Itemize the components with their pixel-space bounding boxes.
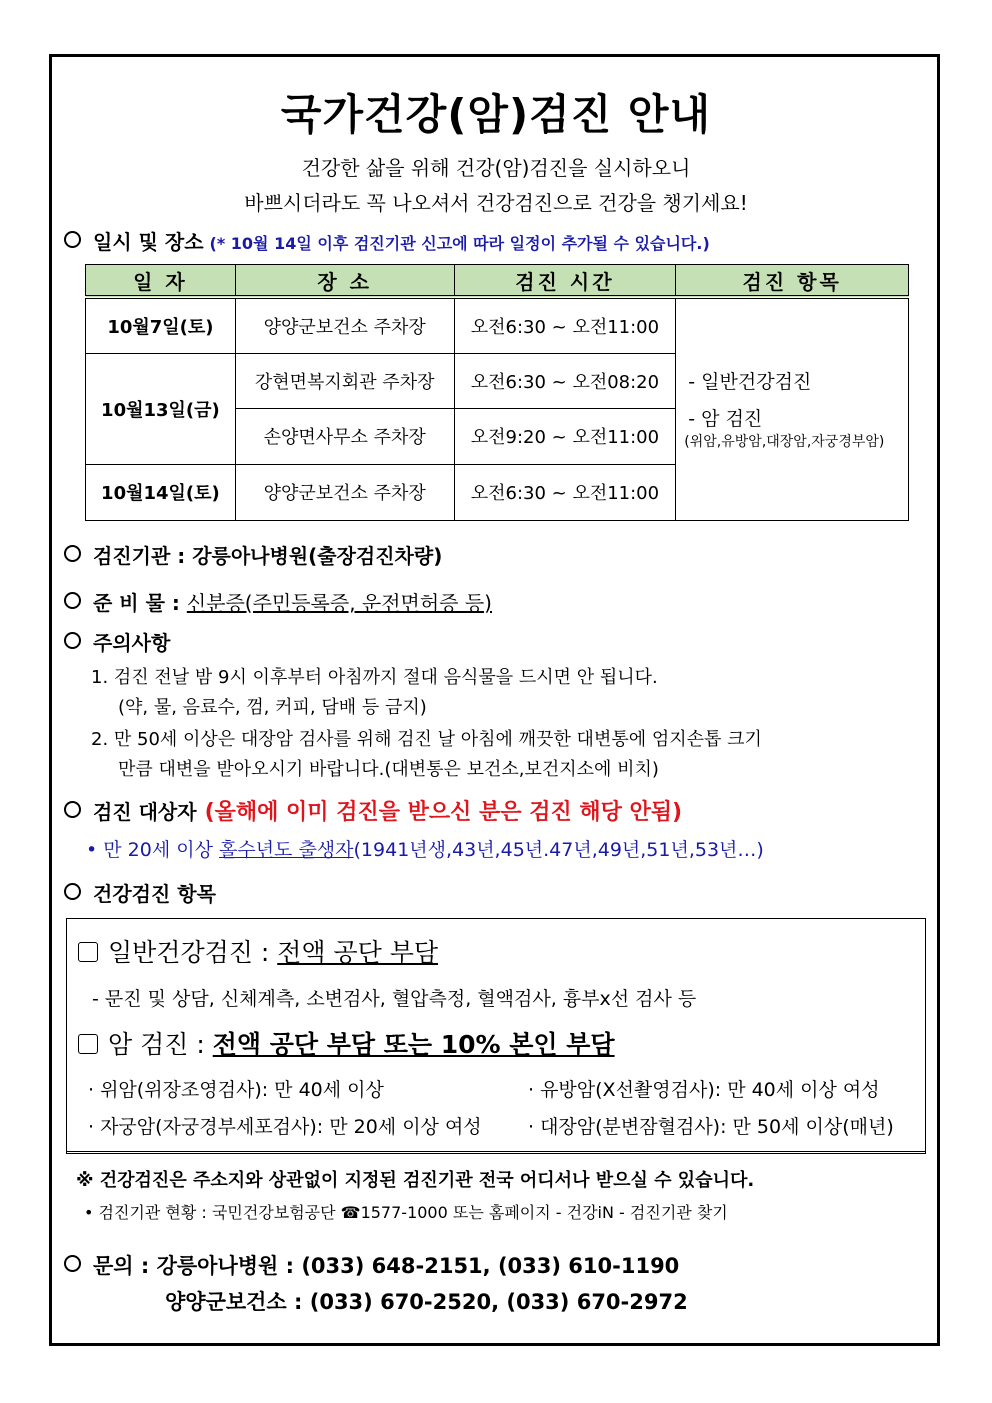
row-place: 양양군보건소 주차장 bbox=[235, 297, 454, 353]
row-date: 10월13일(금) bbox=[86, 353, 236, 464]
row-place: 손양면사무소 주차장 bbox=[235, 408, 454, 464]
target-heading bbox=[64, 795, 682, 826]
cancer-label: 암 검진 : bbox=[108, 1030, 213, 1059]
row-time: 오전6:30 ~ 오전08:20 bbox=[454, 353, 676, 408]
circle-bullet-icon bbox=[64, 1255, 81, 1272]
item-cancer: - 암 검진 bbox=[688, 408, 763, 431]
target-label: 검진 대상자 bbox=[93, 800, 197, 824]
cancer-item-cervical: · 자궁암(자궁경부세포검사): 만 20세 이상 여성 bbox=[88, 1116, 482, 1138]
item-general: - 일반건강검진 bbox=[688, 371, 812, 394]
circle-bullet-icon bbox=[64, 231, 81, 248]
cancer-item-colon: · 대장암(분변잠혈검사): 만 50세 이상(매년) bbox=[528, 1116, 894, 1138]
institution-value: 강릉아나병원(출장검진차량) bbox=[192, 544, 443, 568]
row-time: 오전9:20 ~ 오전11:00 bbox=[454, 408, 676, 464]
row-time: 오전6:30 ~ 오전11:00 bbox=[454, 297, 676, 353]
prep-label: 준 비 물 : bbox=[93, 591, 180, 615]
notice-sub: • 검진기관 현황 : 국민건강보험공단 ☎1577-1000 또는 홈페이지 - 건강iN - 검진기관 찾기 bbox=[84, 1203, 728, 1222]
schedule-table bbox=[85, 264, 909, 521]
prep-value: 신분증(주민등록증, 운전면허증 등) bbox=[186, 591, 492, 615]
row-place: 양양군보건소 주차장 bbox=[235, 464, 454, 520]
general-value: 전액 공단 부담 bbox=[277, 938, 439, 967]
row-time: 오전6:30 ~ 오전11:00 bbox=[454, 464, 676, 520]
schedule-note: (* 10월 14일 이후 검진기관 신고에 따라 일정이 추가될 수 있습니다.) bbox=[209, 234, 710, 253]
checkup-items-cell bbox=[676, 297, 909, 520]
cancer-heading bbox=[78, 1025, 615, 1061]
header-place: 장 소 bbox=[235, 265, 454, 298]
target-prefix: 만 20세 이상 bbox=[103, 839, 219, 861]
checkbox-square-icon bbox=[78, 942, 98, 962]
row-date: 10월7일(토) bbox=[86, 297, 236, 353]
target-suffix: (1941년생,43년,45년.47년,49년,51년,53년…) bbox=[353, 839, 764, 861]
schedule-header-row bbox=[86, 265, 909, 298]
checkbox-square-icon bbox=[78, 1034, 98, 1054]
header-date: 일 자 bbox=[86, 265, 236, 298]
header-items: 검진 항목 bbox=[676, 265, 909, 298]
target-underlined: 홀수년도 출생자 bbox=[218, 839, 354, 861]
prep-line bbox=[64, 587, 492, 616]
contact-line-1 bbox=[64, 1250, 679, 1280]
schedule-heading bbox=[64, 226, 710, 255]
circle-bullet-icon bbox=[64, 801, 81, 818]
item-cancer-types: (위암,유방암,대장암,자궁경부암) bbox=[684, 434, 885, 451]
caution-line-3: 2. 만 50세 이상은 대장암 검사를 위해 검진 날 아침에 깨끗한 대변통에 엄지손톱 크기 bbox=[91, 729, 762, 750]
cancer-value: 전액 공단 부담 또는 10% 본인 부담 bbox=[212, 1030, 615, 1059]
bullet-dot-icon: • bbox=[86, 839, 98, 861]
circle-bullet-icon bbox=[64, 883, 81, 900]
caution-label: 주의사항 bbox=[93, 631, 171, 655]
general-label: 일반건강검진 : bbox=[108, 938, 278, 967]
cancer-item-breast: · 유방암(X선촬영검사): 만 40세 이상 여성 bbox=[528, 1079, 880, 1101]
circle-bullet-icon bbox=[64, 632, 81, 649]
subtitle-line-2: 바쁘시더라도 꼭 나오셔서 건강검진으로 건강을 챙기세요! bbox=[244, 191, 748, 215]
institution-line bbox=[64, 540, 442, 569]
items-box-underline bbox=[66, 1151, 926, 1152]
target-line bbox=[86, 835, 764, 862]
circle-bullet-icon bbox=[64, 545, 81, 562]
institution-label: 검진기관 : bbox=[93, 544, 186, 568]
page-title: 국가건강(암)검진 안내 bbox=[280, 90, 712, 139]
schedule-label: 일시 및 장소 bbox=[93, 230, 204, 254]
general-heading bbox=[78, 933, 438, 969]
items-label: 건강검진 항목 bbox=[93, 882, 216, 906]
target-note: (올해에 이미 검진을 받으신 분은 검진 해당 안됨) bbox=[204, 800, 683, 825]
caution-line-1: 1. 검진 전날 밤 9시 이후부터 아침까지 절대 음식물을 드시면 안 됩니다. bbox=[91, 667, 658, 688]
notice-main: ※ 건강검진은 주소지와 상관없이 지정된 검진기관 전국 어디서나 받으실 수 있습니다. bbox=[76, 1170, 755, 1191]
header-time: 검진 시간 bbox=[454, 265, 676, 298]
contact-label: 문의 : bbox=[93, 1254, 150, 1278]
subtitle-line-1: 건강한 삶을 위해 건강(암)검진을 실시하오니 bbox=[301, 156, 691, 180]
cancer-item-stomach: · 위암(위장조영검사): 만 40세 이상 bbox=[88, 1079, 384, 1101]
caution-line-2: (약, 물, 음료수, 껌, 커피, 담배 등 금지) bbox=[118, 697, 427, 718]
caution-heading bbox=[64, 627, 170, 656]
contact-hospital: 강릉아나병원 : (033) 648-2151, (033) 610-1190 bbox=[156, 1254, 680, 1278]
general-desc: - 문진 및 상담, 신체계측, 소변검사, 혈압측정, 혈액검사, 흉부x선 검사 등 bbox=[92, 988, 697, 1010]
row-place: 강현면복지회관 주차장 bbox=[235, 353, 454, 408]
circle-bullet-icon bbox=[64, 592, 81, 609]
row-date: 10월14일(토) bbox=[86, 464, 236, 520]
caution-line-4: 만큼 대변을 받아오시기 바랍니다.(대변통은 보건소,보건지소에 비치) bbox=[118, 759, 659, 780]
items-heading bbox=[64, 878, 216, 907]
contact-line-2: 양양군보건소 : (033) 670-2520, (033) 670-2972 bbox=[165, 1290, 688, 1314]
table-row bbox=[86, 297, 909, 353]
